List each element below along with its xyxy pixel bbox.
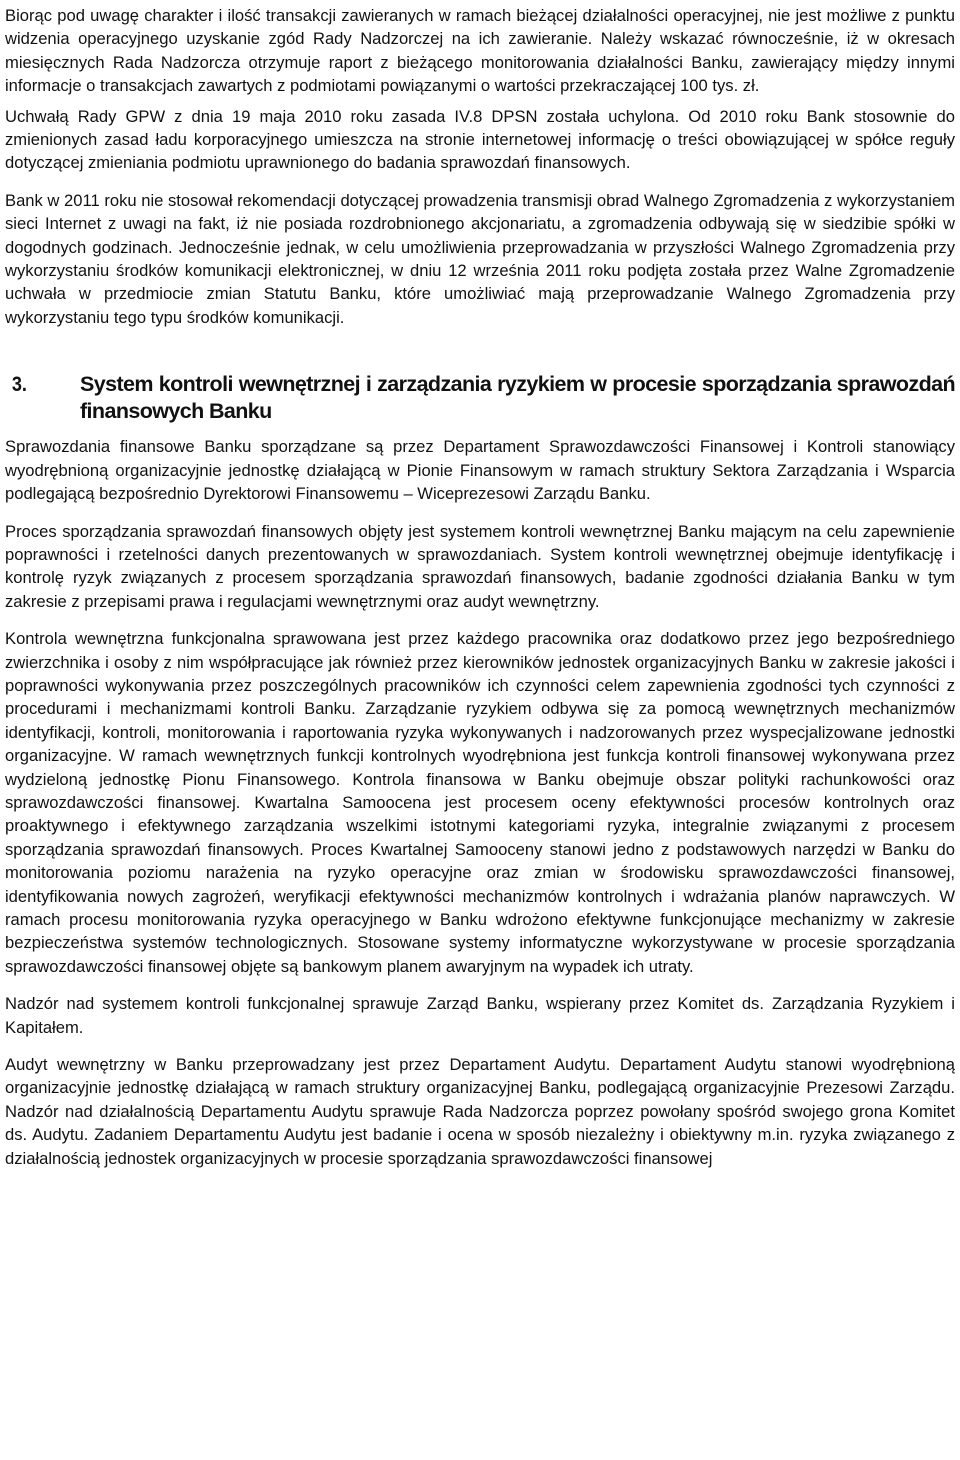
paragraph-internal-control-system: Proces sporządzania sprawozdań finansowych objęty jest systemem kontroli wewnętrznej Banku mającym na celu zapewnienie poprawności i rzetelności danych prezentowanych w sprawozdaniach. System kontroli wewnętrznej obejmuje identyfikację i kontrolę ryzyk związanych z procesem sporządzania sprawozdań finansowych, badanie zgodności działania Banku w tym zakresie z przepisami prawa i regulacjami wewnętrznymi oraz audyt wewnętrzny.	[5, 521, 955, 611]
paragraph-general-meeting-transmission: Bank w 2011 roku nie stosował rekomendacji dotyczącej prowadzenia transmisji obrad Walnego Zgromadzenia z wykorzystaniem sieci Internet z uwagi na fakt, iż nie posiada rozdrobnionego akcjonariatu, a zgromadzenia odbywają się w siedzibie spółki w dogodnych godzinach. Jednocześnie jednak, w celu umożliwienia przeprowadzania w przyszłości Walnego Zgromadzenia przy wykorzystaniu środków komunikacji elektronicznej, w dniu 12 września 2011 roku podjęta została przez Walne Zgromadzenie uchwała w przedmiocie zmian Statutu Banku, które umożliwiać mają przeprowadzanie Walnego Zgromadzenia przy wykorzystaniu tego typu środków komunikacji.	[5, 190, 955, 327]
paragraph-gpw-resolution: Uchwałą Rady GPW z dnia 19 maja 2010 roku zasada IV.8 DPSN została uchylona. Od 2010 roku Bank stosownie do zmienionych zasad ładu korporacyjnego umieszcza na stronie internetowej informację o treści obowiązującej w spółce reguły dotyczącej zmieniania podmiotu uprawnionego do badania sprawozdań finansowych.	[5, 106, 955, 173]
paragraph-functional-internal-control: Kontrola wewnętrzna funkcjonalna sprawowana jest przez każdego pracownika oraz dodatkowo przez jego bezpośredniego zwierzchnika i osoby z nim współpracujące jak również przez kierowników jednostek organizacyjnych Banku w zakresie jakości i poprawności wykonywania przez poszczególnych pracowników ich czynności celem zapewnienia zgodności tych czynności z procedurami i mechanizmami kontroli Banku. Zarządzanie ryzykiem odbywa się za pomocą wewnętrznych mechanizmów identyfikacji, kontroli, monitorowania i raportowania ryzyka wykonywanych i nadzorowanych przez wyspecjalizowane jednostki organizacyjne. W ramach wewnętrznych funkcji kontrolnych wyodrębniona jest funkcja kontroli finansowej wykonywana przez wydzieloną jednostkę Pionu Finansowego. Kontrola finansowa w Banku obejmuje obszar polityki rachunkowości oraz sprawozdawczości finansowej. Kwartalna Samoocena jest procesem oceny efektywności procesów kontrolnych oraz proaktywnego i efektywnego zarządzania wszelkimi istotnymi kategoriami ryzyka, integralnie związanymi z procesem sporządzania sprawozdań finansowych. Proces Kwartalnej Samooceny stanowi jedno z podstawowych narzędzi w Banku do monitorowania poziomu narażenia na ryzyko operacyjne oraz zmian w środowisku sprawozdawczości finansowej, identyfikowania nowych zagrożeń, weryfikacji efektywności mechanizmów kontrolnych i wdrażania planów naprawczych. W ramach procesu monitorowania ryzyka operacyjnego w Banku wdrożono efektywne funkcjonujące mechanizmy w zakresie bezpieczeństwa systemów technologicznych. Stosowane systemy informatyczne wykorzystywane w procesie sporządzania sprawozdawczości finansowej objęte są bankowym planem awaryjnym na wypadek ich utraty.	[5, 629, 955, 976]
section-title: System kontroli wewnętrznej i zarządzania ryzykiem w procesie sporządzania sprawozdań finansowych Banku	[80, 372, 955, 424]
paragraph-financial-statements-preparation: Sprawozdania finansowe Banku sporządzane są przez Departament Sprawozdawczości Finansowej i Kontroli stanowiący wyodrębnioną organizacyjnie jednostkę działającą w Pionie Finansowym w ramach struktury Sektora Zarządzania i Wsparcia podlegającą bezpośrednio Dyrektorowi Finansowemu – Wiceprezesowi Zarządu Banku.	[5, 437, 955, 504]
section-heading	[5, 371, 955, 425]
paragraph-related-party-transactions: Biorąc pod uwagę charakter i ilość transakcji zawieranych w ramach bieżącej działalności operacyjnej, nie jest możliwe z punktu widzenia operacyjnego uzyskanie zgód Rady Nadzorczej na ich zawieranie. Należy wskazać równocześnie, iż w okresach miesięcznych Rada Nadzorcza otrzymuje raport z bieżącego monitorowania działalności Banku, zawierający między innymi informacje o transakcjach zawartych z podmiotami powiązanymi o wartości przekraczającej 100 tys. zł.	[5, 6, 955, 96]
document-page	[5, 0, 955, 1170]
paragraph-internal-audit: Audyt wewnętrzny w Banku przeprowadzany jest przez Departament Audytu. Departament Audytu stanowi wyodrębnioną organizacyjnie jednostkę działającą w ramach struktury organizacyjnej Banku, podlegającą organizacyjnie Prezesowi Zarządu. Nadzór nad działalnością Departamentu Audytu sprawuje Rada Nadzorcza poprzez powołany spośród swojego grona Komitet ds. Audytu. Zadaniem Departamentu Audytu jest badanie i ocena w sposób niezależny i obiektywny m.in. ryzyka związanego z działalnością jednostek organizacyjnych w procesie sporządzania sprawozdawczości finansowej	[5, 1055, 955, 1168]
paragraph-supervision-functional-control: Nadzór nad systemem kontroli funkcjonalnej sprawuje Zarząd Banku, wspierany przez Komitet ds. Zarządzania Ryzykiem i Kapitałem.	[5, 994, 955, 1037]
section-number: 3.	[11, 373, 27, 397]
